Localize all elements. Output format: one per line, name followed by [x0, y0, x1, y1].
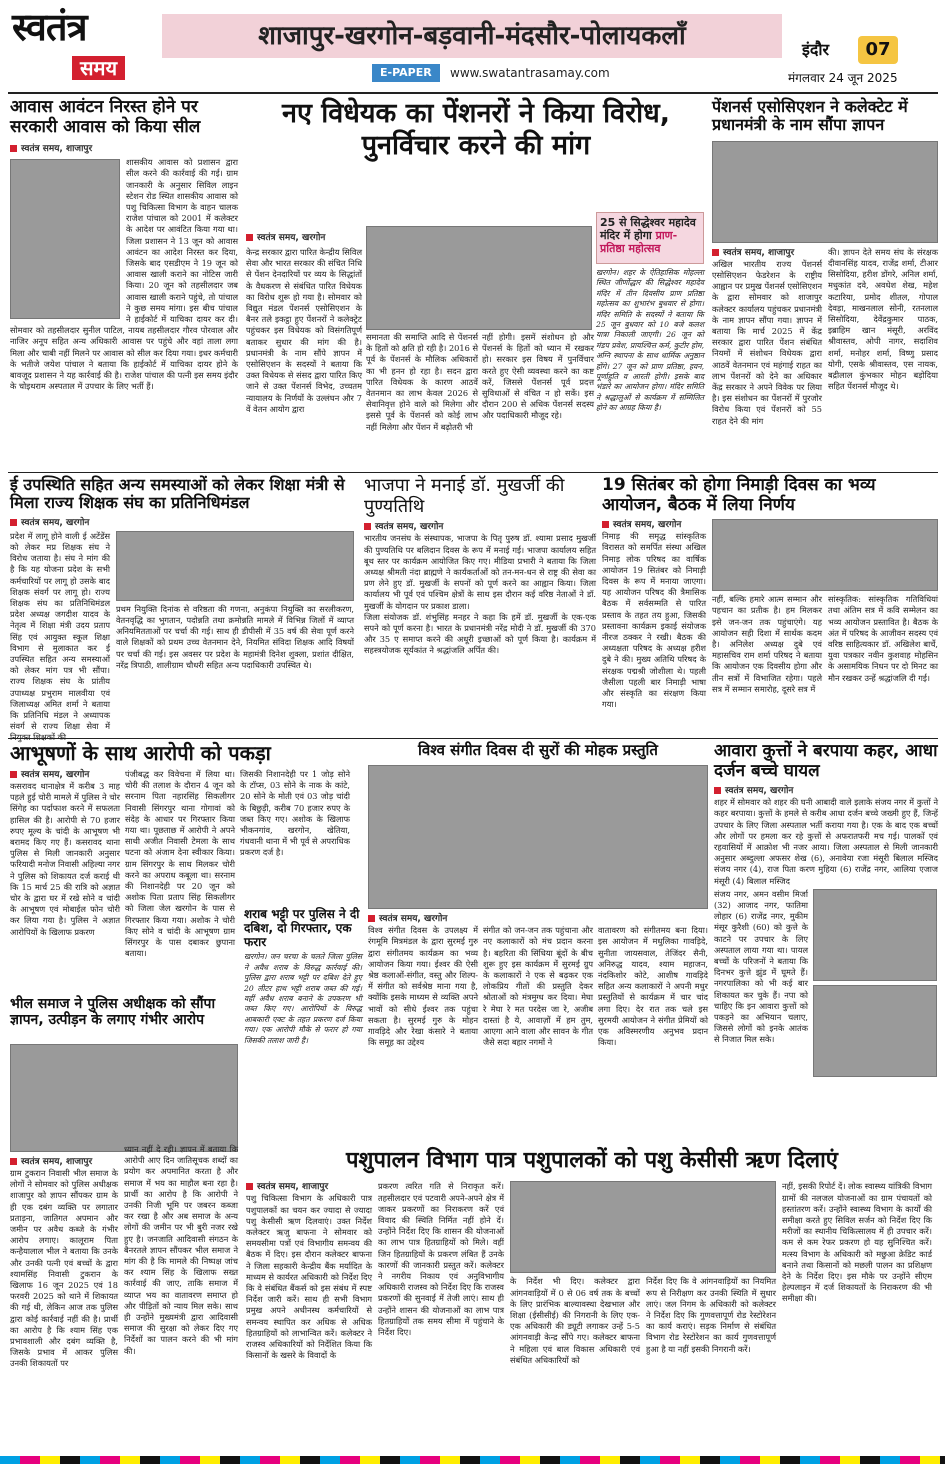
story-body: खरगोन। शहर के ऐतिहासिक मोहल्ला स्थित जीर्णोद्धार की सिद्धेश्वर महादेव मंदिर में तीन दिवसीय प्राण प्रतिष्ठा महोत्सव का शुभारंभ बुधवार से होगा। मंदिर समिति के सदस्यों ने बताया कि 25 जून बुधवार को 10 बजे कलश यात्रा निकाली जाएगी। 26 जून को मंडप प्रवेश, प्रायश्चित्त कर्म, कुटीर होम, अग्नि स्थापना के साथ धार्मिक अनुष्ठान होंगे। 27 जून को प्राण प्रतिष्ठा, हवन, पूर्णाहुति व आरती होगी। इसके बाद भंडारे का आयोजन होगा। मंदिर समिति ने श्रद्धालुओं से कार्यक्रम में सम्मिलित होने का आग्रह किया है।: [596, 268, 704, 413]
story-body: निर्देश दिए कि वे आंगनवाड़ियों का नियमित रूप से निरीक्षण कर उनकी स्थिति में सुधार लाएं। जल निगम के अधिकारी को कलेक्टर ने निर्देश दिए कि गुणवत्तापूर्ण रोड रेस्टोरेशन का कार्य कराएं। सड़क निर्माण से संबंधित विभाग रोड रेस्टोरेशन का कार्य गुणवत्तापूर्ण हुआ है या नहीं इसकी निगरानी करें।: [646, 1276, 776, 1354]
row-divider: [8, 738, 938, 739]
site-url-link[interactable]: www.swatantrasamay.com: [450, 66, 610, 80]
cities-ribbon: [162, 14, 782, 58]
story-headline: भील समाज ने पुलिस अधीक्षक को सौंपा ज्ञापन, उत्पीड़न के लगाए गंभीर आरोप: [10, 996, 216, 1029]
story-body: भारतीय जनसंघ के संस्थापक, भाजपा के पितृ पुरुष डॉ. श्यामा प्रसाद मुखर्जी की पुण्यतिथि पर बलिदान दिवस के रूप में मनाई गई। भाजपा कार्यालय सहित बूथ स्तर पर कार्यक्रम आयोजित किए गए। मीडिया प्रभारी ने बताया कि जिला अध्यक्ष श्रीमती नंदा ब्राह्मणे ने कार्यकर्ताओं को तन-मन-धन से राष्ट्र की सेवा का प्रण लेने हुए डॉ. मुखर्जी के सपनों को पूर्ण करने का आह्वान किया। जिला कार्यालय भी पूर्व एवं पश्चिम क्षेत्रों के साथ इस दौरान कई वरिष्ठ नेताओं ने डॉ. मुखर्जी के योगदान पर प्रकाश डाला।: [364, 533, 596, 611]
story-body: संजय नगर, अमन वसीम मिर्जा (32) आजाद नगर, फातिमा लोहार (6) राजेंद्र नगर, मुकीम मंसूर कुरैशी (60) को कुत्ते के काटने पर उपचार के लिए अस्पताल लाया गया था। पायल बच्चों के परिजनों ने बताया कि दिनभर कुत्ते झुंड में घूमते हैं। नगरपालिका को भी कई बार शिकायत कर चुके हैं। नपा को चाहिए कि इन आवारा कुत्तों को पकड़ने का अभियान चलाए, जिससे लोगों को इनके आतंक से निजात मिल सके।: [714, 888, 808, 1045]
story-body: नहीं, इसकी रिपोर्ट दें। लोक स्वास्थ्य यांत्रिकी विभाग ग्रामों की नलजल योजनाओं का ग्राम पंचायतों को हस्तांतरण करें। उन्होंने स्वास्थ्य विभाग के कार्यों की समीक्षा करते हुए सिविल सर्जन को निर्देश दिए कि मरीजों का स्थानीय चिकित्सालय में ही उपचार करें। कम से कम रेफर प्रकरण हो यह सुनिश्चित करें। मत्स्य विभाग के अधिकारी को मछुआ क्रेडिट कार्ड बनाने तथा किसानों को मछली पालन का प्रशिक्षण देने के निर्देश दिए। इस मौके पर उन्होंने सीएम हेल्पलाइन में दर्ज शिकायतों के निराकरण की भी समीक्षा की।: [782, 1181, 932, 1304]
story-body: खरगोन। जन चरचा के चलते जिला पुलिस ने अवैध शराब के विरुद्ध कार्रवाई की। पुलिस द्वारा शराब भट्टी पर दबिश देते हुए 20 लीटर हाथ भट्टी शराब जब्त की गई। वहीं अवैध शराब बनाने के उपकरण भी जब्त किए गए। आरोपियों के विरुद्ध आबकारी एक्ट के तहत प्रकरण दर्ज किया गया। एक आरोपी मौके से फरार हो गया जिसकी तलाश जारी है।: [244, 952, 362, 1045]
story-body: नहीं, बल्कि हमारे आत्म सम्मान और पहचान का प्रतीक है। हम मिलकर इसे जन-जन तक पहुंचाएंगे। यह आयोजन सही दिशा में सार्थक कदम है। अनिलेश अध्यक्ष दुबे एवं महासचिव राम शर्मा परिषद ने बताया कि आयोजन एक दिवसीय होगा और तीन सत्रों में विभाजित रहेगा। पहले सत्र में सम्मान समारोह, दूसरे सत्र में: [712, 594, 822, 694]
temple-tag-emphasis: प्राण-प्रतिष्ठा महोत्सव: [600, 229, 678, 256]
story-photo: [366, 226, 592, 330]
edition-city: इंदौर: [802, 40, 830, 59]
story-photo: [10, 159, 120, 319]
story-body: ग्राम टुकरान निवासी भील समाज के लोगों ने सोमवार को पुलिस अधीक्षक शाजापुर को ज्ञापन सौंपकर ग्राम के ही एक दबंग व्यक्ति पर लगातार प्रताड़ना, जातिगत अपमान और जमीन पर अवैध कब्जे के गंभीर आरोप लगाए। कालूराम पिता कन्हैयालाल भील ने बताया कि उनके और उनकी पत्नी एवं बच्चों के द्वारा श्यामसिंह निवासी टुकरान के खिलाफ 16 जून 2025 एवं 18 फरवरी 2025 को थाने में शिकायत की गई थी, लेकिन आज तक पुलिस द्वारा कोई कार्रवाई नहीं की है। प्रार्थी का आरोप है कि श्याम सिंह एक प्रभावशाली और दबंग व्यक्ति है, जिसके प्रभाव में आकर पुलिस उनकी शिकायतों पर: [10, 1168, 118, 1369]
epaper-bar: [372, 64, 782, 82]
story-temple: [596, 268, 704, 470]
story-byline: स्वतंत्र समय, खरगोन: [714, 785, 938, 797]
story-headline: आभूषणों के साथ आरोपी को पकड़ा: [10, 741, 271, 765]
story-body: प्रदेश में लागू होने वाली ई अटेंडेंस को लेकर मप्र शिक्षक संघ ने विरोध जताया है। संघ ने मांग की है कि यह योजना प्रदेश के सभी कर्मचारियों पर लागू हो उसके बाद शिक्षक संवर्ग पर लागू हो। राज्य शिक्षक संघ का प्रतिनिधिमंडल प्रदेश अध्यक्ष जगदीश यादव के नेतृत्व में शिक्षा मंत्री उदय प्रताप सिंह एवं आयुक्त स्कूल शिक्षा विभाग से मुलाकात कर ई उपस्थित सहित अन्य समस्याओं को लेकर मांग पत्र भी सौंपा। राज्य शिक्षक संघ के प्रांतीय उपाध्यक्ष प्रभुराम मालवीया एवं जिलाध्यक्ष अमित शर्मा ने बताया कि प्रतिनिधि मंडल ने अध्यापक संवर्ग से राज्य शिक्षा सेवा में: [10, 530, 110, 732]
story-headline: पशुपालन विभाग पात्र पशुपालकों को पशु केसीसी ऋण दिलाएं: [346, 1148, 838, 1173]
story-pensioners-memo: [712, 98, 938, 470]
story-body: पंजीबद्ध कर विवेचना में लिया था। चोरी की तलाश के दौरान 4 जून को सरनाम पिता नहारसिंह सिकलीगर निवासी सिंगरपुर थाना गोगावां को संदेह के आधार पर गिरफ्तार किया गया था। पूछताछ में आरोपी ने अपने साथी अजीत निवासी टेमला के साथ घटना को अंजाम देना स्वीकार किया। ग्राम सिंगरपुर के साथ मिलकर चोरी करने का अपराध कबूला था। सरनाम की निशानदेही पर 20 जून को अशोक पिता प्रताप सिंह सिकलीगर को जिला जेल खरगोन के पास से गिरफ्तार किया गया। अशोक ने चोरी किए सोने व चांदी के आभूषण ग्राम सिंगरपुर के पास दबाकर छुपाना बताया।: [125, 769, 235, 959]
story-byline: स्वतंत्र समय, खरगोन: [364, 521, 596, 533]
logo-sub-text: समय: [72, 56, 125, 80]
story-body: के निर्देश भी दिए। कलेक्टर द्वारा आंगनवाड़ियों में 0 से 06 वर्ष तक के बच्चों के लिए प्रारंभिक बाल्यावस्था देखभाल और शिक्षा (ईसीसीई) की निगरानी के लिए एक-एक अधिकारी की ड्यूटी लगाकर उन्हें 5-5 आंगनवाड़ी केन्द्र सौंपे गए। कलेक्टर बाफना ने महिला एवं बाल विकास अधिकारी एवं संबंधित अधिकारियों को: [510, 1276, 640, 1365]
story-body: कसरावद थानाक्षेत्र में करीब 3 माह पहले हुई चोरी मामले में पुलिस ने चोर सिंगेह का पर्दाफाश करने में सफलता हासिल की है। आरोपी से 70 हजार रुपए मूल्य के चांदी के आभूषण भी बरामद किए गए हैं। कसरावद थाना पुलिस से मिली जानकारी अनुसार फरियादी मनोज निवासी अहिल्या नगर ने पुलिस को शिकायत दर्ज कराई थी कि 15 मार्च 25 की रात्रि को अज्ञात चोर के द्वारा घर में रखे सोने व चांदी के आभूषण एवं मोबाईल फोन चोरी कर लिया गया है। पुलिस ने अज्ञात आरोपियों के खिलाफ प्रकरण: [10, 781, 120, 937]
story-body: ध्यान नहीं दे रही। ज्ञापन में बताया कि आरोपी आए दिन जातिसूचक शब्दों का प्रयोग कर अपमानित करता है और समाज में भय का माहौल बना रहा है। प्रार्थी का आरोप है कि आरोपी ने उनकी निजी भूमि पर जबरन कब्जा कर रखा है और अब समाज के अन्य लोगों की जमीन पर भी बुरी नजर रखे हुए है। जनजाति आदिवासी संगठन के बैनरतले ज्ञापन सौंपकर भील समाज ने मांग की है कि मामले की निष्पक्ष जांच कर श्याम सिंह के खिलाफ सख्त कार्रवाई की जाए, ताकि समाज में व्याप्त भय का वातावरण समाप्त हो और पीड़ितों को न्याय मिल सके। साथ ही उन्होंने मुख्यमंत्री द्वारा आदिवासी समाज की सुरक्षा को लेकर दिए गए निर्देशों का पालन करने की भी मांग की।: [124, 1144, 238, 1356]
logo-text: स्वतंत्र: [12, 4, 87, 49]
story-body: निमाड़ की समृद्ध सांस्कृतिक विरासत को समर्पित संस्था अखिल निमाड़ लोक परिषद का वार्षिक आयोजन 19 सितंबर को निमाड़ी दिवस के रूप में मनाया जाएगा। यह आयोजन परिषद की त्रैमासिक बैठक में सर्वसम्मति से पारित प्रस्ताव के तहत तय हुआ, जिसकी प्रस्तावना कार्यक्रम इकाई संयोजक नीरज ठक्कर ने रखी। बैठक की अध्यक्षता परिषद के अध्यक्ष हरीश दुबे ने की। मुख्य अतिथि परिषद के संरक्षक पद्मश्री जोशीला थे। पहली जैसीला पहली बार निमाड़ी भाषा और संस्कृति का संरक्षण किया गया।: [602, 531, 706, 710]
story-stray-dogs: [714, 742, 938, 1142]
story-photo: [813, 889, 937, 981]
story-body: समानता की समाप्ति आदि से पेंशनर्स के हितों को क्षति हो रही है। 2016 से पूर्व के पेंशनर्स के मौलिक अधिकारों का भी हनन हो रहा है। सदन द्वारा पारित विधेयक के कारण आठवें वेतनमान का लाभ केवल 2026 से सेवानिवृत्त होने वाले को मिलेगा और इससे पूर्व के पेंशनर्स को कोई लाभ नहीं मिलेगा और पेंशन में बढ़ोतरी भी: [366, 332, 478, 432]
temple-tag: [596, 212, 704, 264]
epaper-tag: E-PAPER: [372, 64, 440, 82]
story-body: प्रकरण त्वरित गति से निराकृत करें। तहसीलदार एवं पटवारी अपने-अपने क्षेत्र में जाकर प्रकरणों का निराकरण करें एवं विवाद की स्थिति निर्मित नहीं होने दें। उन्होंने निर्देश दिए कि शासन की योजनाओं का लाभ पात्र हितग्राहियों को मिले। वहीं जिन हितग्राहियों के प्रकरण लंबित हैं उनके कारणों की जानकारी प्रस्तुत करें। कलेक्टर ने नगरीय निकाय एवं अनुविभागीय अधिकारी राजस्व को निर्देश दिए कि राजस्व प्रकरणों की सुनवाई में तेजी लाएं। साथ ही उन्होंने शासन की योजनाओं का लाभ पात्र हितग्राहियों तक समय सीमा में पहुंचाने के निर्देश दिए।: [378, 1181, 504, 1337]
story-body: विश्व संगीत दिवस के उपलक्ष्य में रंगमूमि मित्रमंडल के द्वारा सुरमई गुरु द्वारा संगीतमय कार्यक्रम का भव्य आयोजन किया गया। ईश्वर की ऐसी श्रेष्ठ कलाओं-संगीत, वस्तु और शिल्प-में संगीत को सर्वश्रेष्ठ माना गया है, क्योंकि इसके माध्यम से व्यक्ति अपने भावों को सीधे ईश्वर तक पहुंचा सकता है। सुरमई गुरु के मोहन गावड़िदे और रेखा कंसारे ने बताया कि समूह का उद्देश्य: [368, 925, 478, 1048]
story-animal-husbandry: [246, 1148, 938, 1448]
story-music-day: [368, 742, 708, 1142]
story-liquor-raid: [244, 908, 362, 1140]
story-body: सांस्कृतिक: सांस्कृतिक गतिविधियां तथा अंतिम सत्र में कवि सम्मेलन का भव्य आयोजन प्रस्तावित है। बैठक के अंत में परिषद के आजीवन सदस्य एवं वरिष्ठ साहित्यकार डॉ. अखिलेश बार्चे, युवा पत्रकार नवीन कुशवाह मोहसिन के असामयिक निधन पर दो मिनट का मौन रखकर उन्हें श्रद्धांजलि दी गई।: [828, 594, 938, 683]
story-photo: [10, 1044, 238, 1152]
row-divider: [8, 472, 938, 473]
story-teachers: [10, 476, 356, 736]
story-byline: स्वतंत्र समय, खरगोन: [368, 913, 708, 925]
story-body: अखिल भारतीय राज्य पेंशनर्स एसोसिएशन फेडरेशन के राष्ट्रीय आह्वान पर प्रमुख पेंशनर्स एसोसिएशन के द्वारा सोमवार को शाजापुर कलेक्टर कार्यालय पहुंचकर प्रधानमंत्री के नाम ज्ञापन सौंपा गया। ज्ञापन में बताया कि मार्च 2025 में केंद्र सरकार द्वारा पारित पेंशन संबंधित नियमों में संशोधन विधेयक द्वारा आठवें वेतनमान एवं महंगाई राहत का लाभ पेंशनरों को देने का अधिकार केंद्र सरकार ने अपने विवेक पर लिया है। इस संशोधन का पेंशनरों में पुरजोर विरोध किया एवं पेंशनरों को 55 राहत देने की मांग: [712, 258, 822, 426]
story-nimadi-day: [602, 476, 938, 736]
story-bhil-col2: [124, 1144, 238, 1450]
edition-box: [798, 36, 936, 66]
story-headline: पेंशनर्स एसोसिएशन ने कलेक्टेट में प्रधानमंत्री के नाम सौंपा ज्ञापन: [712, 97, 908, 135]
story-byline: स्वतंत्र समय, खरगोन: [10, 517, 356, 529]
story-body: केन्द्र सरकार द्वारा पारित केन्द्रीय सिविल सेवा और भारत सरकार की संचित निधि से पेंशन देनदारियों पर व्यय के सिद्धांतों के वैधकरण से संबंधित पारित विधेयक का विरोध शुरू हो गया है। सोमवार को विद्युत मंडल पेंशनर्स एसोसिएशन के बैनर तले इकट्ठा हुए पेंशनरों ने कलेक्ट्रेट पहुंचकर इस विधेयक को विसंगतिपूर्ण बताकर सुधार की मांग की है। प्रधानमंत्री के नाम सौंपे ज्ञापन में एसोसिएशन के सदस्यों ने बताया कि उक्त विधेयक से संसद द्वारा पारित किए जाने से उक्त पेंशनर्स विभेद, उच्चतम न्यायालय के निर्णयों के उल्लंघन और 7 वें वेतन आयोग द्वारा: [246, 247, 362, 414]
masthead-divider: [8, 92, 938, 94]
story-body: जिला संयोजक डॉ. शंभुसिंह मनहर ने कहा कि हमें डॉ. मुखर्जी के एक-एक सपने को पूर्ण करना है। भारत के प्रधानमंत्री नरेंद्र मोदी ने डॉ. मुखर्जी की 370 और 35 ए समाप्त करने की अधूरी इच्छाओं को पूर्ण किया है। कार्यक्रम में सहस्त्रयोजक सूर्यकांत ने श्रद्धांजलि अर्पित की।: [364, 611, 596, 656]
page-number: 07: [858, 36, 898, 64]
story-photo: [368, 765, 708, 909]
story-headline: 19 सितंबर को होगा निमाड़ी दिवस का भव्य आयोजन, बैठक में लिया निर्णय: [602, 475, 876, 515]
cities-title: शाजापुर-खरगोन-बड़वानी-मंदसौर-पोलायकलाँ: [258, 21, 686, 51]
story-photo: [813, 985, 937, 1077]
story-body: पशु चिकित्सा विभाग के अधिकारी पात्र पशुपालकों का चयन कर ज्यादा से ज्यादा पशु केसीसी ऋण दिलवाएं। उक्त निर्देश कलेक्टर ऋजु बाफना ने सोमवार को समयसीमा पत्रों एवं विभागीय समन्वय की बैठक में दिए। इस दौरान कलेक्टर बाफना ने जिला सहकारी केन्द्रीय बैंक मर्यादित के माध्यम से कार्यरत अधिकारी को निर्देश दिए कि वे संबंधित बैंकर्स को इस संबंध में स्पष्ट निर्देश जारी करें। साथ ही सभी विभाग प्रमुख अपने अधीनस्थ कर्मचारियों से समन्वय स्थापित कर अधिक से अधिक हितग्राहियों को लाभान्वित करें। कलेक्टर ने राजस्व अधिकारियों को निर्देशित किया कि किसानों के खसरे के विवादों के: [246, 1193, 372, 1361]
story-byline: स्वतंत्र समय, खरगोन: [246, 232, 362, 244]
story-headline: विश्व संगीत दिवस दी सुरों की मोहक प्रस्तुति: [418, 741, 658, 759]
story-bjp-tribute: [364, 476, 596, 736]
story-pension-bill-col1: [246, 232, 362, 472]
story-photo: [510, 1181, 776, 1273]
story-photo: [712, 519, 938, 591]
story-body: जिसकी निशानदेही पर 1 जोड़ सोने के टॉप्स, 03 सोने के नाक के कांटे, 20 सोने के मोती एवं 03 जोड़ चांदी के बिछुड़ी, करीब 70 हजार रुपए के जब्त किए गए। अशोक के खिलाफ भीकनगांव, खरगोन, खेतिया, गंधवानी थाना में भी पूर्व से अपराधिक प्रकरण दर्ज है।: [240, 769, 350, 858]
story-body: शहर में सोमवार को शहर की घनी आबादी वाले इलाके संजय नगर में कुत्तों ने कहर बरपाया। कुत्तों के हमले से करीब आधा दर्जन बच्चे जख्मी हुए हैं, जिन्हें उपचार के लिए जिला अस्पताल भर्ती कराया गया है। एक के बाद एक बच्चों और लोगों पर हमला कर रहे कुत्तों से अफरातफरी मच गई। पालकों एवं रहवासियों में आक्रोश भी नजर आया। जिला अस्पताल से मिली जानकारी अनुसार अब्दुल्ला अफसर शेख (6), अनावेया रजा मंसूरी बिलाल मस्जिद संजय नगर (4), राज पिता करण मुहिया (6) राजेंद्र नगर, आलिया एजाज मंसूरी (4) बिलाल मस्जिद: [714, 797, 938, 886]
story-byline: स्वतंत्र समय, शाजापुर: [10, 143, 238, 155]
story-byline: स्वतंत्र समय, शाजापुर: [246, 1181, 372, 1193]
story-byline: स्वतंत्र समय, खरगोन: [10, 769, 120, 781]
story-body: नहीं होगी। इसमें संशोधन हो और पेंशनर्स के हितों को ध्यान में रखकर हो। सरकार इस विषय में पुनर्विचार करते हुए ऐसी व्यवस्था करने का कष्ट करें, जिससे पेंशनर्स पूर्व प्रदत्त सुविधाओं से वंचित न हो सकें। इस दौरान 200 से अधिक पेंशनर्स सदस्य और पदाधिकारी मौजूद रहे।: [482, 332, 594, 421]
story-pension-bill-col3: [482, 332, 594, 472]
story-body: वातावरण को संगीतमय बना दिया। इस आयोजन में मधुलिका गावड़िदे, सुनीता जायसवाल, तेजिंदर सैनी, अनिरुद्ध यादव, श्याम महाजन, नंदकिशोर कोटे, आशीष गावड़िदे सहित अन्य कलाकारों ने अपनी मधुर प्रस्तुतियों से कार्यक्रम में चार चांद लगा दिए। देर रात तक चले इस सुरमयी आयोजन ने संगीत प्रेमियों को एक अविस्मरणीय अनुभव प्रदान किया।: [598, 925, 708, 1048]
story-housing-seal: [10, 98, 238, 470]
story-byline: स्वतंत्र समय, खरगोन: [602, 519, 706, 531]
story-bhil-col1: [10, 1156, 118, 1450]
story-pension-bill-col2: [366, 332, 478, 472]
story-pension-bill-head: [246, 98, 706, 161]
print-color-bar: [0, 1456, 945, 1464]
story-headline: नए विधेयक का पेंशनरों ने किया विरोध, पुनर्विचार करने की मांग: [281, 98, 671, 161]
story-body: संगीत को जन-जन तक पहुंचाना और नए कलाकारों को मंच प्रदान करना है। बहरिता की सिंधिया बूंदों के बीच शुरू हुए इस कार्यक्रम में सुरमई ग्रुप के कलाकारों ने एक से बढ़कर एक लोकप्रिय गीतों की प्रस्तुति देकर श्रोताओं को मंत्रमुग्ध कर दिया। मेघा रे मेघा रे मत परदेस जा रे, अजीब दास्तां है ये, आवाज़ों में हम तुम, आएगा आने वाला और सावन के गीत जैसे सदा बहार नगमों ने: [483, 925, 593, 1048]
story-headline: भाजपा ने मनाई डॉ. मुखर्जी की पुण्यतिथि: [364, 475, 565, 517]
masthead-logo[interactable]: [10, 4, 160, 90]
story-bhil-head: [10, 996, 238, 1040]
story-byline: स्वतंत्र समय, शाजापुर: [10, 1156, 118, 1168]
story-body: की। ज्ञापन देते समय संघ के संरक्षक दीवानसिंह यादव, राजेंद्र शर्मा, टीआर सिसोदिया, हरीश डोंगरे, अनिल शर्मा, मधुकांत दवे, अवधेश शेख, महेश कटारिया, प्रमोद शीतल, गोपाल देवड़ा, माखनलाल सोनी, रतनलाल सिसोदिया, देवेंद्रकुमार पाठक, इब्राहिम खान मंसूरी, अरविंद श्रीवास्तव, ओपी नागर, सदाशिव शर्मा, मनोहर शर्मा, विष्णु प्रसाद योगी, एसके श्रीवास्तव, एस नायक, बद्रीलाल कुंभकार मोहन बड़ोदिया सहित पेंशनर्स मौजूद थे।: [828, 246, 938, 392]
story-headline: शराब भट्टी पर पुलिस ने दी दबिश, दो गिरफ्तार, एक फरार: [244, 907, 360, 949]
temple-tag-text: 25 से सिद्धेश्वर महादेव मंदिर में होगा: [600, 216, 696, 243]
story-photo: [712, 141, 938, 243]
story-photo: [116, 531, 354, 601]
story-headline: ई उपस्थिति सहित अन्य समस्याओं को लेकर शिक्षा मंत्री से मिला राज्य शिक्षक संघ का प्रतिनिधिमंडल: [10, 475, 345, 513]
story-body: शासकीय आवास को प्रशासन द्वारा सील करने की कार्रवाई की गई। ग्राम जानकारी के अनुसार सिविल लाइन स्टेशन रोड स्थित शासकीय आवास को पशु चिकित्सा विभाग के वाहन चालक राजेश पांचाल को 2001 में कलेक्टर के आदेश पर आवंटित किया गया था। जिला प्रशासन ने 13 जून को आवास आवंटन का आदेश निरस्त कर दिया, जिसके बाद एसडीएम ने 19 जून को आवास खाली कराने का नोटिस जारी किया। 20 जून को तहसीलदार जब आवास खाली कराने पहुंचे, तो पांचाल ने कुछ समय मांगा। इस बीच पांचाल ने हाईकोर्ट में याचिका दायर कर दी। सोमवार को तहसीलदार सुनील पाटिल, नायब तहसीलदार गौरव पोरवाल और नाजिर अनूप सहित अन्य अधिकारी आवास पर पहुंचे और वहां ताला लगा मिला और चाबी नहीं मिलने पर आवास को सील कर दिया गया। इधर कर्मचारी के भतीजे जयेश पांचाल ने बताया कि हाईकोर्ट में याचिका दायर होने के बावजूद प्रशासन ने यह कार्रवाई की है। राजेश पांचाल की पत्नी इस समय इंदौर के चोइथराम अस्पताल में उपचार के लिए भर्ती हैं।: [10, 157, 238, 392]
story-byline: स्वतंत्र समय, शाजापुर: [712, 247, 822, 259]
story-headline: आवारा कुत्तों ने बरपाया कहर, आधा दर्जन बच्चे घायल: [714, 741, 938, 781]
story-headline: आवास आवंटन निरस्त होने पर सरकारी आवास को किया सील: [10, 97, 201, 137]
issue-date: मंगलवार 24 जून 2025: [788, 71, 898, 85]
story-body: प्रथम नियुक्ति दिनांक से वरिष्ठता की गणना, अनुकंपा नियुक्ति का सरलीकरण, वेतनवृद्धि का भुगतान, पदोन्नति तथा क्रमोन्नति मामले में विभिन्न जिलों में व्याप्त अनियमितताओं पर चर्चा की गई। साथ ही डीपीसी में 35 वर्ष की सेवा पूर्ण करने वाले शिक्षकों को प्रथम उच्च वेतनमान देने, नियमित संविदा शिक्षक आदि विषयों पर चर्चा की गई। इस अवसर पर प्रदेश के महामंत्री दिनेश शुक्ला, प्रशांत दीक्षित, नरेंद्र त्रिपाठी, शालीग्राम चौधरी सहित अन्य पदाधिकारी उपस्थित थे।: [116, 603, 354, 670]
